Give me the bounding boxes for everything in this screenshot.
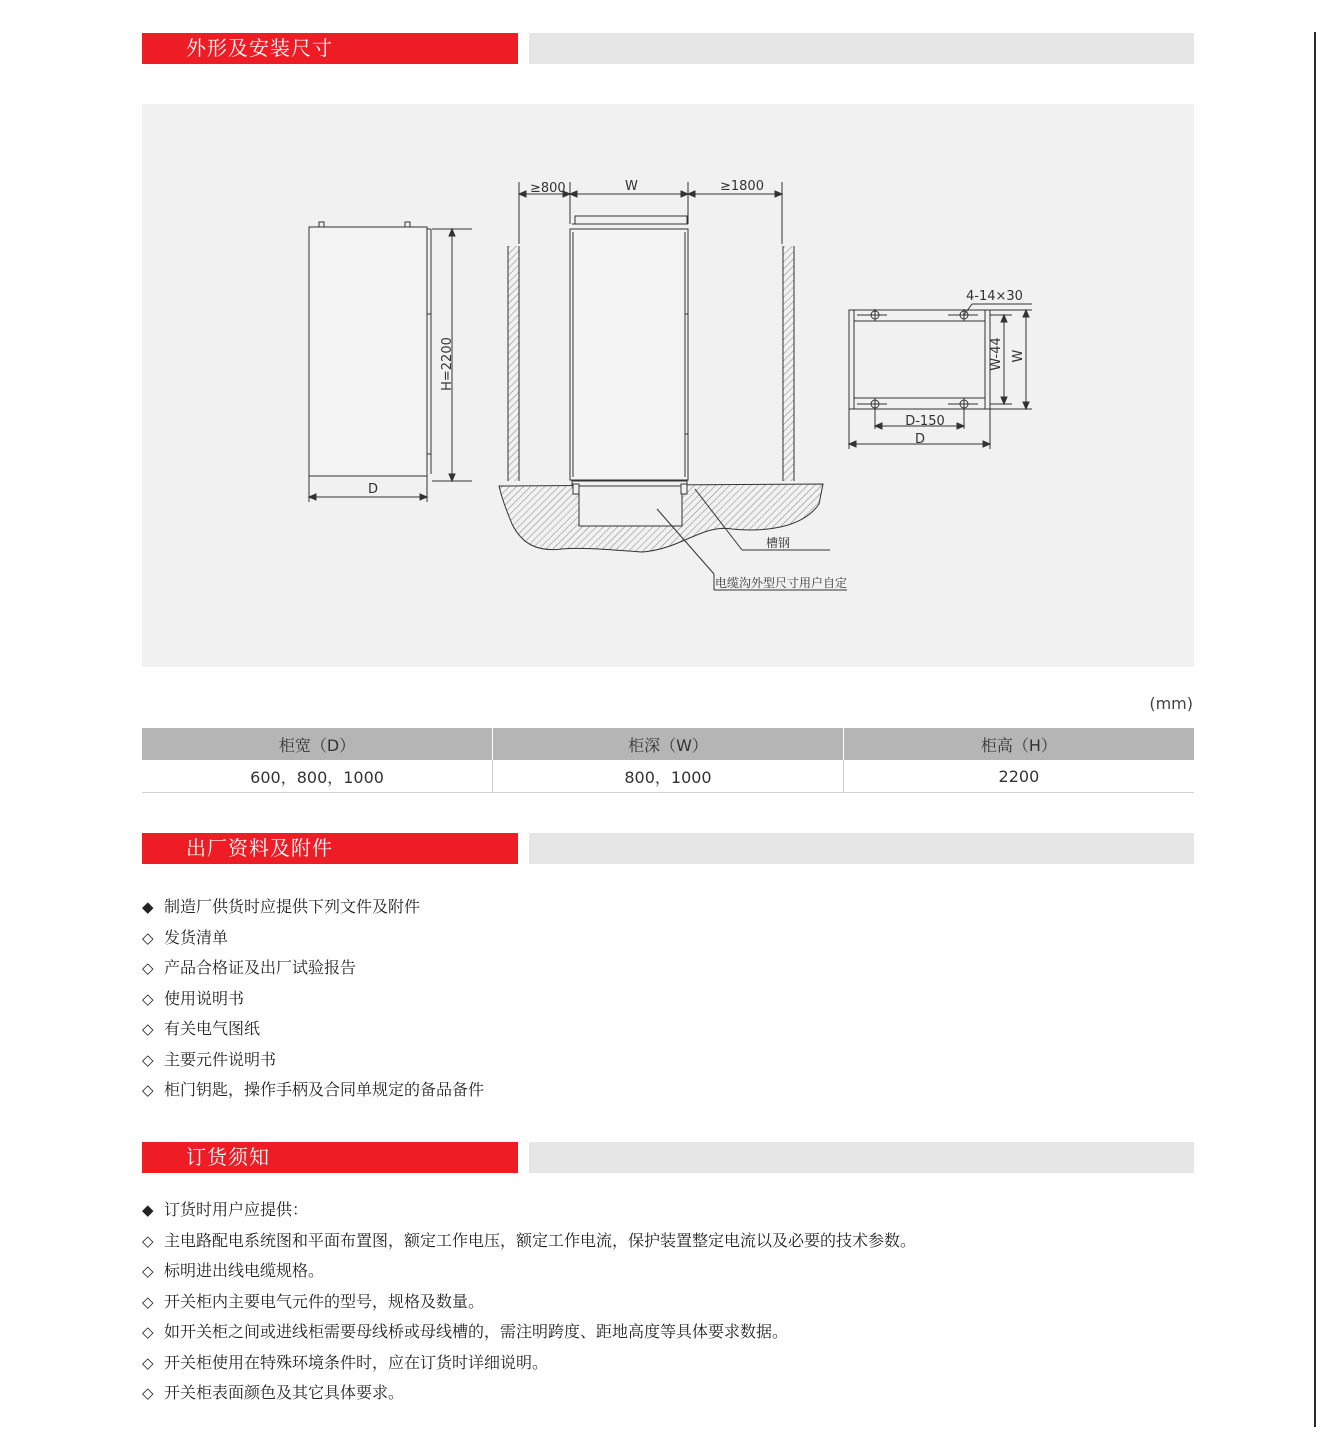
- table-cell: 2200: [843, 760, 1194, 793]
- dimension-table: [142, 728, 1194, 793]
- front-view-installation: [499, 182, 847, 590]
- bullet-icon: ◇: [142, 989, 154, 1008]
- label-width: W: [625, 179, 638, 194]
- unit-label: (mm): [1149, 694, 1193, 713]
- label-right-clearance: ≥1800: [720, 179, 764, 194]
- list-item: [142, 1287, 916, 1318]
- bullet-icon: ◇: [142, 1292, 154, 1311]
- table-cell: 600，800，1000: [142, 760, 493, 793]
- list-item: [142, 1045, 484, 1076]
- bullet-icon: ◇: [142, 1020, 154, 1038]
- section-title: 订货须知: [186, 1145, 270, 1169]
- label-holes: 4-14×30: [966, 289, 1023, 304]
- list-item: [142, 1195, 916, 1226]
- list-item-text: 开关柜内主要电气元件的型号，规格及数量。: [164, 1291, 485, 1311]
- list-item-text: 制造厂供货时应提供下列文件及附件: [164, 897, 421, 916]
- section-header-gray-bar: [529, 1142, 1194, 1173]
- list-item-text: 开关柜使用在特殊环境条件时，应在订货时详细说明。: [164, 1352, 549, 1372]
- section-header-dimensions: [142, 33, 1194, 64]
- list-item: [142, 892, 484, 923]
- list-item: [142, 984, 484, 1015]
- list-item-text: 使用说明书: [164, 988, 245, 1008]
- section-header-factory: [142, 833, 1194, 864]
- page-edge-line: [1314, 32, 1316, 1427]
- list-item: [142, 1317, 916, 1348]
- label-cable-trench: 电缆沟外型尺寸用户自定: [715, 576, 848, 590]
- list-item-text: 产品合格证及出厂试验报告: [164, 958, 357, 977]
- label-w-minus: W-44: [989, 337, 1004, 371]
- section-header-gray-bar: [529, 33, 1194, 64]
- table-header-row: [142, 728, 1194, 760]
- section-header-order: [142, 1142, 1194, 1173]
- list-item-text: 如开关柜之间或进线柜需要母线桥或母线槽的，需注明跨度、距地高度等具体要求数据。: [164, 1322, 789, 1341]
- list-item-text: 主要元件说明书: [164, 1049, 277, 1069]
- bullet-icon: ◇: [142, 959, 154, 977]
- list-item-text: 主电路配电系统图和平面布置图，额定工作电压，额定工作电流，保护装置整定电流以及必要的技术参数。: [164, 1230, 917, 1250]
- bullet-icon: ◇: [142, 928, 154, 947]
- bullet-icon: ◇: [142, 1050, 154, 1069]
- list-item: [142, 923, 484, 954]
- section-title: 出厂资料及附件: [186, 836, 333, 860]
- list-item: [142, 1075, 484, 1106]
- list-item: [142, 1348, 916, 1379]
- table-header-cell: 柜宽（D）: [142, 728, 493, 760]
- list-item-text: 发货清单: [164, 927, 229, 947]
- bullet-icon: ◇: [142, 1384, 154, 1402]
- label-w-side: W: [1011, 349, 1026, 363]
- list-item-text: 订货时用户应提供：: [164, 1200, 309, 1219]
- list-item-text: 柜门钥匙，操作手柄及合同单规定的备品备件: [164, 1080, 485, 1099]
- bullet-icon: ◆: [142, 1201, 154, 1219]
- label-depth: D: [367, 482, 379, 497]
- section-title: 外形及安装尺寸: [186, 36, 333, 60]
- bullet-icon: ◇: [142, 1323, 154, 1341]
- table-row: [142, 760, 1194, 793]
- list-item-text: 开关柜表面颜色及其它具体要求。: [164, 1383, 405, 1402]
- label-channel-steel: 槽钢: [766, 536, 791, 550]
- list-item: [142, 1256, 916, 1287]
- bullet-icon: ◇: [142, 1231, 154, 1250]
- section-header-gray-bar: [529, 833, 1194, 864]
- label-d-minus: D-150: [905, 414, 945, 429]
- list-item-text: 标明进出线电缆规格。: [164, 1261, 325, 1280]
- label-d-bottom: D: [914, 432, 926, 447]
- dimension-drawing: [142, 104, 1194, 667]
- list-item: [142, 1226, 916, 1257]
- list-item-text: 有关电气图纸: [164, 1019, 261, 1038]
- factory-document-list: [142, 892, 484, 1106]
- table-header-cell: 柜高（H）: [843, 728, 1194, 760]
- order-notes-list: [142, 1195, 916, 1409]
- dimension-diagram: [142, 104, 1194, 667]
- list-item: [142, 1378, 916, 1409]
- table-cell: 800，1000: [493, 760, 844, 793]
- bullet-icon: ◇: [142, 1353, 154, 1372]
- label-left-clearance: ≥800: [530, 181, 566, 196]
- list-item: [142, 1014, 484, 1045]
- list-item: [142, 953, 484, 984]
- label-height: H=2200: [440, 337, 455, 391]
- bullet-icon: ◆: [142, 898, 154, 916]
- table-header-cell: 柜深（W）: [493, 728, 844, 760]
- bullet-icon: ◇: [142, 1081, 154, 1099]
- bullet-icon: ◇: [142, 1262, 154, 1280]
